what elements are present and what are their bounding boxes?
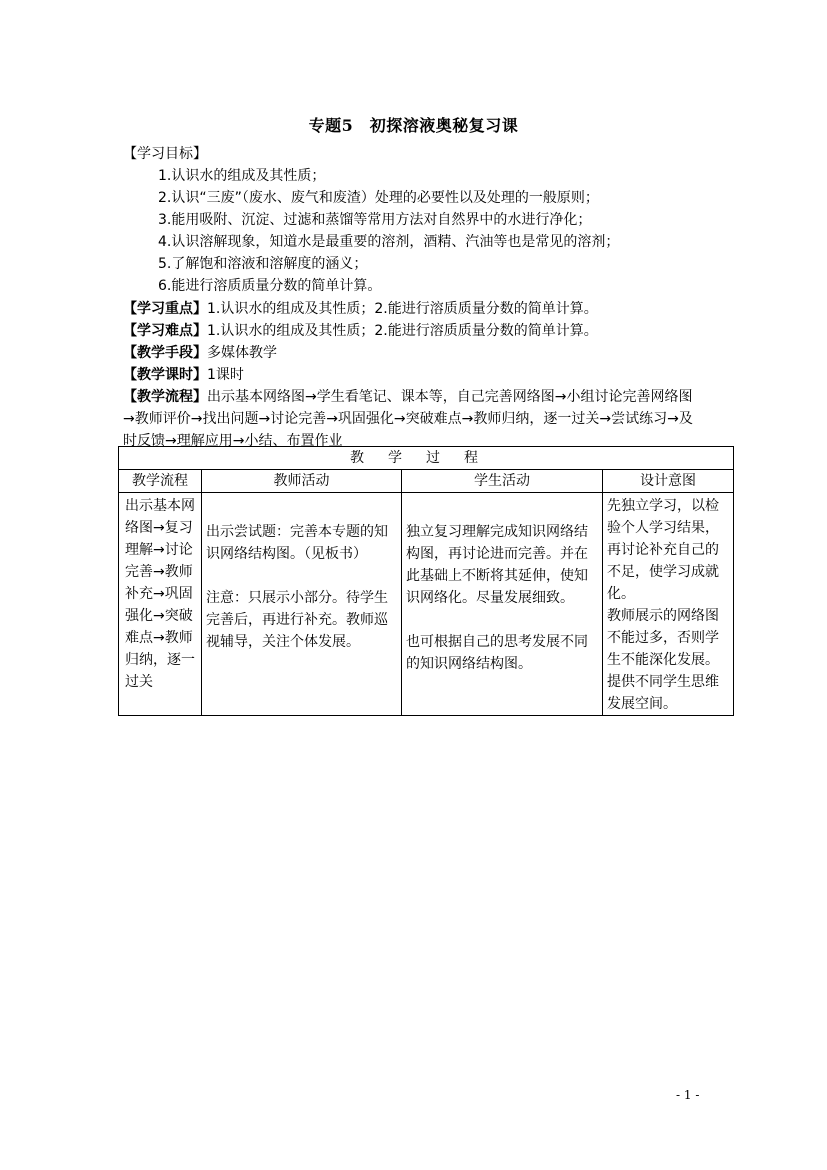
focus-line <box>123 298 598 320</box>
flow-label: 【教学流程】 <box>123 389 207 405</box>
column-header: 设计意图 <box>603 470 734 493</box>
student-activity-text: 独立复习理解完成知识网络结构图，再讨论进而完善。并在此基础上不断将其延伸，使知识网络化。尽量发展细致。 <box>406 524 588 606</box>
objective-item: 5.了解饱和溶液和溶解度的涵义； <box>158 256 368 272</box>
difficulty-label: 【学习难点】 <box>123 323 207 339</box>
column-header: 教师活动 <box>202 470 402 493</box>
focus-text: 1.认识水的组成及其性质；2.能进行溶质质量分数的简单计算。 <box>207 301 598 317</box>
objective-item: 2.认识“三废”（废水、废气和废渣）处理的必要性以及处理的一般原则； <box>158 190 599 206</box>
column-header: 学生活动 <box>402 470 603 493</box>
teacher-activity-cell <box>202 493 402 716</box>
design-intent-cell <box>603 493 734 716</box>
means-label: 【教学手段】 <box>123 345 207 361</box>
design-intent-text: 先独立学习，以检验个人学习结果，再讨论补充自己的不足，使学习成就化。 <box>607 498 719 602</box>
design-intent-text: 教师展示的网络图不能过多，否则学生不能深化发展。 <box>607 608 719 668</box>
hours-label: 【教学课时】 <box>123 367 207 383</box>
flow-text: 出示基本网络图→学生看笔记、课本等，自己完善网络图→小组讨论完善网络图→教师评价→找出问题→讨论完善→巩固强化→突破难点→教师归纳，逐一过关→尝试练习→及时反馈→理解应用→小结、布置作业 <box>123 389 693 449</box>
objective-item: 6.能进行溶质质量分数的简单计算。 <box>158 278 382 294</box>
table-title-row <box>119 447 734 470</box>
teacher-activity-note: 注意：只展示小部分。待学生完善后，再进行补充。教师巡视辅导，关注个体发展。 <box>206 590 388 650</box>
focus-label: 【学习重点】 <box>123 301 207 317</box>
difficulty-text: 1.认识水的组成及其性质；2.能进行溶质质量分数的简单计算。 <box>207 323 598 339</box>
teacher-activity-text: 出示尝试题：完善本专题的知识网络结构图。（见板书） <box>206 524 388 562</box>
student-activity-cell <box>402 493 603 716</box>
means-line <box>123 342 277 364</box>
flow-paragraph <box>123 386 703 452</box>
objective-item: 1.认识水的组成及其性质； <box>158 168 326 184</box>
difficulty-line <box>123 320 598 342</box>
objective-item: 4.认识溶解现象，知道水是最重要的溶剂，酒精、汽油等也是常见的溶剂； <box>158 234 620 250</box>
hours-line <box>123 364 244 386</box>
means-text: 多媒体教学 <box>207 345 277 361</box>
table-header-row <box>119 470 734 493</box>
page-number: - 1 - <box>676 1088 700 1102</box>
table-row <box>119 493 734 716</box>
objectives-heading: 【学习目标】 <box>123 146 207 162</box>
table-title: 教学过程 <box>119 447 734 470</box>
page-title: 专题5 初探溶液奥秘复习课 <box>308 116 519 135</box>
student-activity-note: 也可根据自己的思考发展不同的知识网络结构图。 <box>406 634 588 672</box>
objective-item: 3.能用吸附、沉淀、过滤和蒸馏等常用方法对自然界中的水进行净化； <box>158 212 592 228</box>
flow-cell: 出示基本网络图→复习理解→讨论完善→教师补充→巩固强化→突破难点→教师归纳，逐一过关 <box>119 493 202 716</box>
teaching-process-table <box>118 446 734 716</box>
hours-text: 1课时 <box>207 367 244 383</box>
design-intent-text: 提供不同学生思维发展空间。 <box>607 674 719 712</box>
column-header: 教学流程 <box>119 470 202 493</box>
